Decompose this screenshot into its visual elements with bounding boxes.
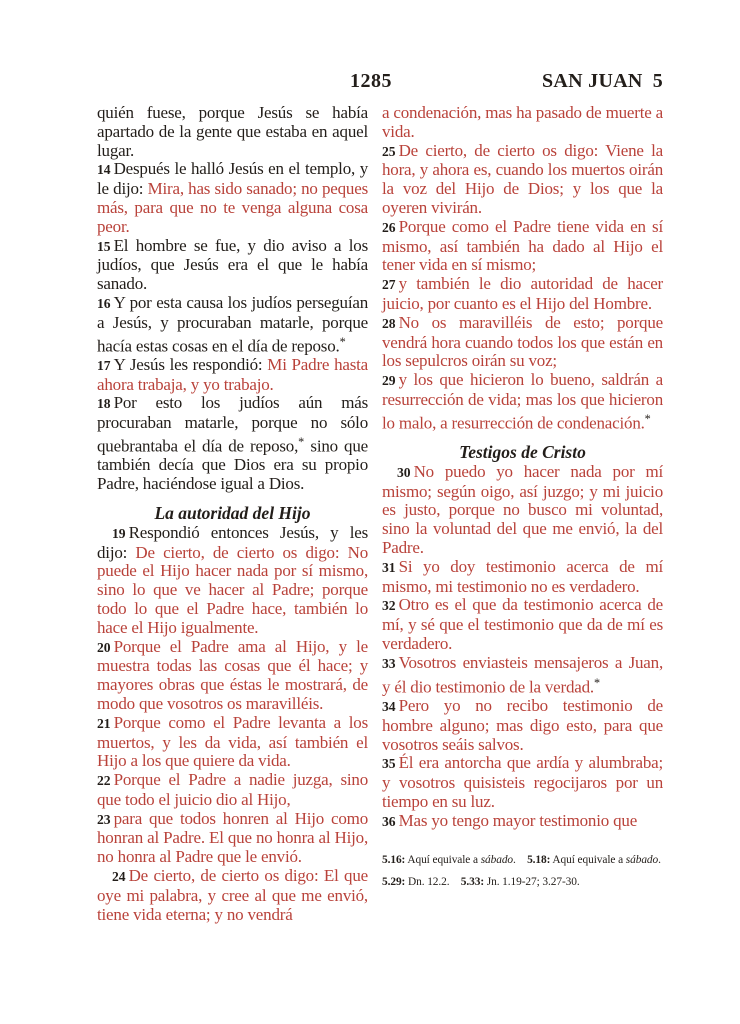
verse-number: 31: [382, 559, 396, 575]
red-letter-text: Porque como el Padre tiene vida en sí mismo, así también ha dado al Hijo el tener vida en sí mismo;: [382, 216, 663, 275]
verse-number: 33: [382, 655, 396, 671]
verse-number: 23: [97, 811, 111, 827]
verse-text: Después le halló Jesús en el templo, y le dijo:: [97, 159, 368, 199]
verse-28: [382, 314, 663, 371]
verse-number: 28: [382, 315, 396, 331]
verse-18: [97, 394, 368, 493]
red-letter-text: De cierto, de cierto os digo: No puede el Hijo hacer nada por sí mismo, sino lo que ve hacer al Padre; porque todo lo que el Padre hace, también lo hace el Hijo igualmente.: [97, 542, 368, 637]
book-chapter-title: [542, 70, 663, 93]
red-letter-text: Porque como el Padre levanta a los muertos, y les da vida, así también el Hijo a los que quiere da vida.: [97, 712, 368, 771]
verse-number: 18: [97, 396, 111, 412]
section-heading: La autoridad del Hijo: [154, 502, 311, 523]
red-letter-text: Otro es el que da testimonio acerca de mí, y sé que el testimonio que da de mí es verdadero.: [382, 595, 663, 654]
section-heading: Testigos de Cristo: [459, 442, 586, 463]
verse-32: [382, 596, 663, 653]
red-letter-text: Pero yo no recibo testimonio de hombre alguno; mas digo esto, para que vosotros seáis salvos.: [382, 695, 663, 754]
verse-number: 34: [382, 698, 396, 714]
verse-number: 21: [97, 715, 111, 731]
verse-30: [382, 463, 663, 558]
red-letter-text: Mas yo tengo mayor testimonio que: [398, 810, 638, 830]
red-letter-text: Porque el Padre a nadie juzga, sino que todo el juicio dio al Hijo,: [97, 770, 368, 809]
verse-19: [97, 524, 368, 638]
red-letter-text: Vosotros enviasteis mensajeros a Juan, y él dio testimonio de la verdad.: [382, 652, 663, 697]
verse-16: [97, 294, 368, 356]
footnote-marker: *: [339, 334, 346, 349]
red-letter-text: para que todos honren al Hijo como honran al Padre. El que no honra al Hijo, no honra al Padre que le envió.: [97, 808, 368, 867]
verse-23: [97, 810, 368, 867]
verse-34: [382, 697, 663, 754]
verse-17: [97, 356, 368, 395]
verse-20: [97, 638, 368, 714]
page-content: [97, 70, 663, 924]
red-letter-text: De cierto, de cierto os digo: El que oye mi palabra, y cree al que me envió, tiene vida eterna; y no vendrá: [97, 866, 368, 924]
red-letter-text: No os maravilléis de esto; porque vendrá hora cuando todos los que están en los sepulcros oirán su voz;: [382, 312, 663, 371]
running-head: [97, 70, 663, 98]
red-letter-text: a condenación, mas ha pasado de muerte a vida.: [382, 103, 663, 141]
chapter-number: 5: [652, 70, 663, 92]
verse-text: Respondió entonces Jesús, y les dijo:: [97, 522, 368, 562]
footnotes-block: [382, 854, 663, 888]
verse-text: Por esto los judíos aún más procuraban matarle, porque no sólo quebrantaba el día de reposo,: [97, 393, 368, 456]
verse-number: 26: [382, 219, 396, 235]
red-letter-text: Mira, has sido sanado; no peques más, para que no te venga alguna cosa peor.: [97, 179, 368, 236]
footnote-text: Aquí equivale a: [405, 854, 481, 867]
red-letter-text: No puedo yo hacer nada por mí mismo; según oigo, así juzgo; y mi juicio es justo, porque no busco mi voluntad, sino la voluntad del que me envió, la del Padre.: [382, 461, 663, 558]
red-letter-text: y también le dio autoridad de hacer juicio, por cuanto es el Hijo del Hombre.: [382, 274, 663, 313]
footnote-text: Dn. 12.2.: [405, 876, 461, 889]
verse-number: 20: [97, 639, 111, 655]
verse-number: 19: [112, 525, 126, 541]
verse-33: [382, 654, 663, 697]
footnote-reference: 5.29:: [382, 876, 406, 889]
verse-number: 22: [97, 773, 111, 789]
verse-number: 29: [382, 373, 396, 389]
red-letter-text: Porque el Padre ama al Hijo, y le muestra todas las cosas que él hace; y mayores obras que éstas le mostrará, de modo que vosotros os maravilléis.: [97, 636, 368, 713]
red-letter-text: Él era antorcha que ardía y alumbraba; y vosotros quisisteis regocijaros por un tiempo en su luz.: [382, 753, 663, 811]
footnote-marker: *: [594, 675, 601, 690]
verse-number: 25: [382, 143, 396, 159]
verse-35: [382, 754, 663, 811]
footnote-text: .: [513, 854, 528, 867]
verse-text: Y por esta causa los judíos perseguían a Jesús, y procuraban matarle, porque hacía estas cosas en el día de reposo.: [97, 292, 368, 356]
text-columns: [97, 104, 663, 924]
footnote-text: sábado: [480, 854, 514, 867]
red-letter-text: y los que hicieron lo bueno, saldrán a resurrección de vida; mas los que hicieron lo malo, a resurrección de condenación.: [382, 370, 663, 433]
column-right: [382, 104, 663, 924]
verse-text: Y Jesús les respondió:: [113, 354, 268, 374]
verse-number: 14: [97, 162, 111, 178]
footnote-entry: [382, 854, 663, 867]
verse-number: 30: [397, 464, 411, 480]
verse-number: 27: [382, 277, 396, 293]
verse-number: 36: [382, 813, 396, 829]
footnote-marker: *: [644, 411, 651, 426]
verse-31: [382, 558, 663, 597]
verse-number: 17: [97, 357, 111, 373]
verse-text: sino que también decía que Dios era su propio Padre, haciéndose igual a Dios.: [97, 436, 369, 494]
footnote-text: Jn. 1.19-27; 3.27-30.: [484, 876, 580, 889]
footnote-reference: 5.16:: [382, 854, 406, 867]
verse-25: [382, 142, 663, 218]
footnote-text: .: [658, 854, 661, 867]
red-letter-text: Si yo doy testimonio acerca de mí mismo, mi testimonio no es verdadero.: [382, 556, 663, 596]
verse-29: [382, 371, 663, 433]
verse-continuation: [97, 104, 368, 160]
verse-24: [97, 867, 368, 924]
verse-number: 35: [382, 756, 396, 772]
footnote-entry: [382, 876, 663, 889]
verse-number: 32: [382, 598, 396, 614]
verse-number: 24: [112, 869, 126, 885]
verse-continuation: [382, 104, 663, 142]
page-number: 1285: [350, 70, 392, 92]
verse-26: [382, 218, 663, 275]
verse-22: [97, 771, 368, 810]
verse-text: El hombre se fue, y dio aviso a los judíos, que Jesús era el que le había sanado.: [97, 235, 368, 294]
verse-27: [382, 275, 663, 314]
book-title: SAN JUAN: [541, 70, 643, 92]
red-letter-text: De cierto, de cierto os digo: Viene la hora, y ahora es, cuando los muertos oirán la voz del Hijo de Dios; y los que la oyeren vivirán.: [382, 140, 663, 217]
verse-15: [97, 237, 368, 294]
verse-number: 16: [97, 295, 111, 311]
footnote-marker: *: [298, 435, 305, 450]
verse-21: [97, 714, 368, 771]
red-letter-text: Mi Padre hasta ahora trabaja, y yo trabajo.: [97, 354, 368, 394]
verse-text: quién fuese, porque Jesús se había apartado de la gente que estaba en aquel lugar.: [97, 103, 368, 160]
footnote-text: Aquí equivale a: [550, 854, 626, 867]
footnote-reference: 5.18:: [527, 854, 551, 867]
footnote-reference: 5.33:: [460, 876, 485, 889]
verse-number: 15: [97, 238, 111, 254]
verse-36: [382, 812, 663, 832]
column-left: [97, 104, 368, 924]
verse-14: [97, 160, 368, 236]
footnote-text: sábado: [625, 854, 659, 867]
